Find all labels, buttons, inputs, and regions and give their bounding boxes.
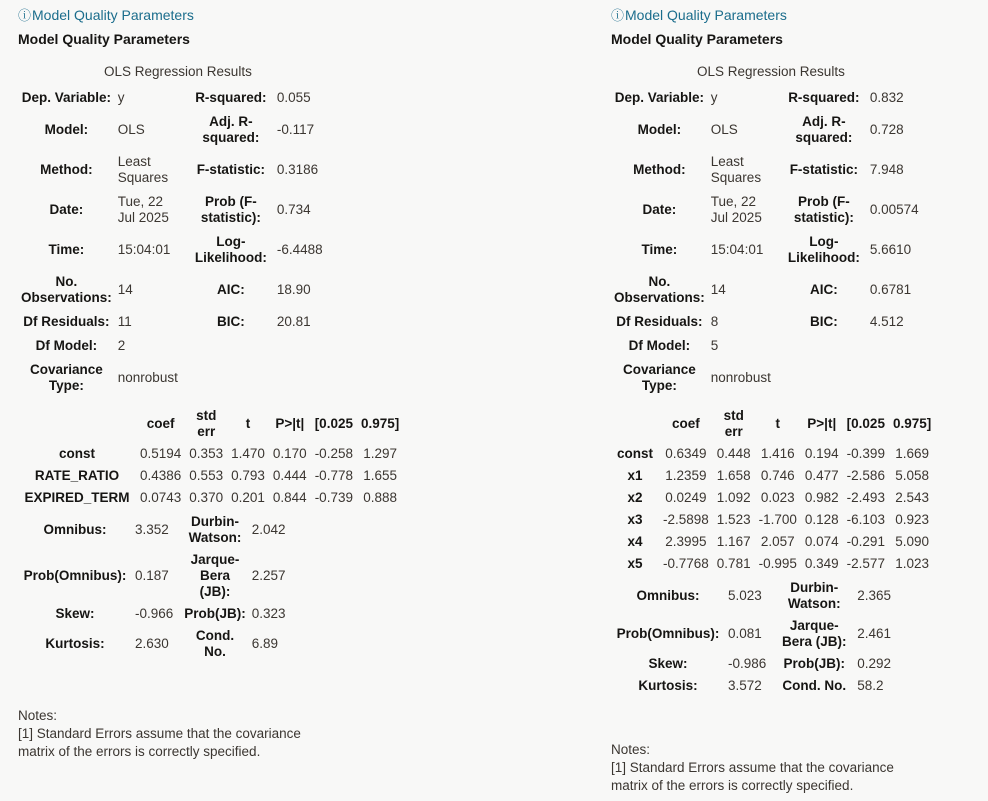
model-quality-panel-left [18,2,448,761]
diag-row: Omnibus: 3.352 Durbin-Watson: 2.042 [43,514,286,545]
summary-row: Dep. Variable: y R-squared: 0.055 [21,90,311,105]
link-label: Model Quality Parameters [32,7,194,23]
coef-row: const 0.5194 0.353 1.470 0.170 -0.258 1.297 [58,446,397,461]
summary-row: No. Observations: 14 AIC: 0.6781 [614,274,912,305]
diag-row: Skew: -0.966 Prob(JB): 0.323 [55,606,286,621]
summary-row: Df Residuals: 8 BIC: 4.512 [616,314,904,329]
model-quality-panel-right [611,2,961,795]
coef-header-row: coef std err t P>|t| [0.025 0.975] [672,408,932,439]
coefficients-table [18,405,403,509]
section-heading: Model Quality Parameters [611,31,783,47]
link-label: Model Quality Parameters [625,7,787,23]
summary-row: Model: OLS Adj. R-squared: 0.728 [637,114,904,145]
coef-row: RATE_RATIO 0.4386 0.553 0.793 0.444 -0.778 1.655 [34,468,397,483]
notes-title: Notes: [18,708,58,723]
summary-row: Df Model: 5 [628,338,719,353]
summary-row: Method: Least Squares F-statistic: 0.3186 [40,154,319,185]
notes-text: [1] Standard Errors assume that the covariance matrix of the errors is correctly specified. [611,760,894,793]
coef-row: EXPIRED_TERM 0.0743 0.370 0.201 0.844 -0.739 0.888 [24,490,397,505]
coef-row: x3 -2.5898 1.523 -1.700 0.128 -6.103 0.923 [627,512,929,527]
coef-header-row: coef std err t P>|t| [0.025 0.975] [146,408,400,439]
summary-row: Time: 15:04:01 Log-Likelihood: 5.6610 [641,234,912,265]
summary-row: Df Residuals: 11 BIC: 20.81 [23,314,311,329]
coef-row: x1 1.2359 1.658 0.746 0.477 -2.586 5.058 [627,468,929,483]
coef-row: x2 0.0249 1.092 0.023 0.982 -2.493 2.543 [627,490,929,505]
summary-row: Date: Tue, 22 Jul 2025 Prob (F-statistic): 0.00574 [642,194,919,225]
model-quality-parameters-link[interactable] [18,7,194,23]
section-heading: Model Quality Parameters [18,31,190,47]
summary-row: Date: Tue, 22 Jul 2025 Prob (F-statistic): 0.734 [49,194,311,225]
info-icon [18,7,31,23]
summary-row: Df Model: 2 [35,338,126,353]
summary-row: No. Observations: 14 AIC: 18.90 [21,274,311,305]
model-quality-parameters-link[interactable] [611,7,787,23]
notes-title: Notes: [611,742,651,757]
ols-summary-table [18,64,338,398]
diag-row: Prob(Omnibus): 0.187 Jarque-Bera (JB): 2.257 [23,552,286,599]
diagnostics-table [18,511,297,663]
diag-row: Prob(Omnibus): 0.081 Jarque-Bera (JB): 2.461 [616,618,892,649]
coef-row: x4 2.3995 1.167 2.057 0.074 -0.291 5.090 [627,534,929,549]
coef-row: x5 -0.7768 0.781 -0.995 0.349 -2.577 1.023 [627,556,929,571]
info-icon [611,7,624,23]
coef-row: const 0.6349 0.448 1.416 0.194 -0.399 1.669 [616,446,929,461]
coefficients-table [611,405,935,575]
diag-row: Kurtosis: 2.630 Cond. No. 6.89 [45,628,279,659]
table-title: OLS Regression Results [697,64,845,79]
summary-row: Covariance Type: nonrobust [622,362,771,393]
summary-row: Model: OLS Adj. R-squared: -0.117 [44,114,315,145]
summary-row: Covariance Type: nonrobust [29,362,178,393]
summary-row: Time: 15:04:01 Log-Likelihood: -6.4488 [48,234,323,265]
notes [18,707,330,761]
summary-row: Dep. Variable: y R-squared: 0.832 [614,90,904,105]
diag-row: Skew: -0.986 Prob(JB): 0.292 [648,656,892,671]
diag-row: Kurtosis: 3.572 Cond. No. 58.2 [638,678,884,693]
diagnostics-table [611,577,902,697]
diag-row: Omnibus: 5.023 Durbin-Watson: 2.365 [636,580,892,611]
summary-row: Method: Least Squares F-statistic: 7.948 [633,154,904,185]
table-title: OLS Regression Results [104,64,252,79]
notes [611,741,923,795]
notes-text: [1] Standard Errors assume that the covariance matrix of the errors is correctly specified. [18,726,301,759]
ols-summary-table [611,64,931,398]
